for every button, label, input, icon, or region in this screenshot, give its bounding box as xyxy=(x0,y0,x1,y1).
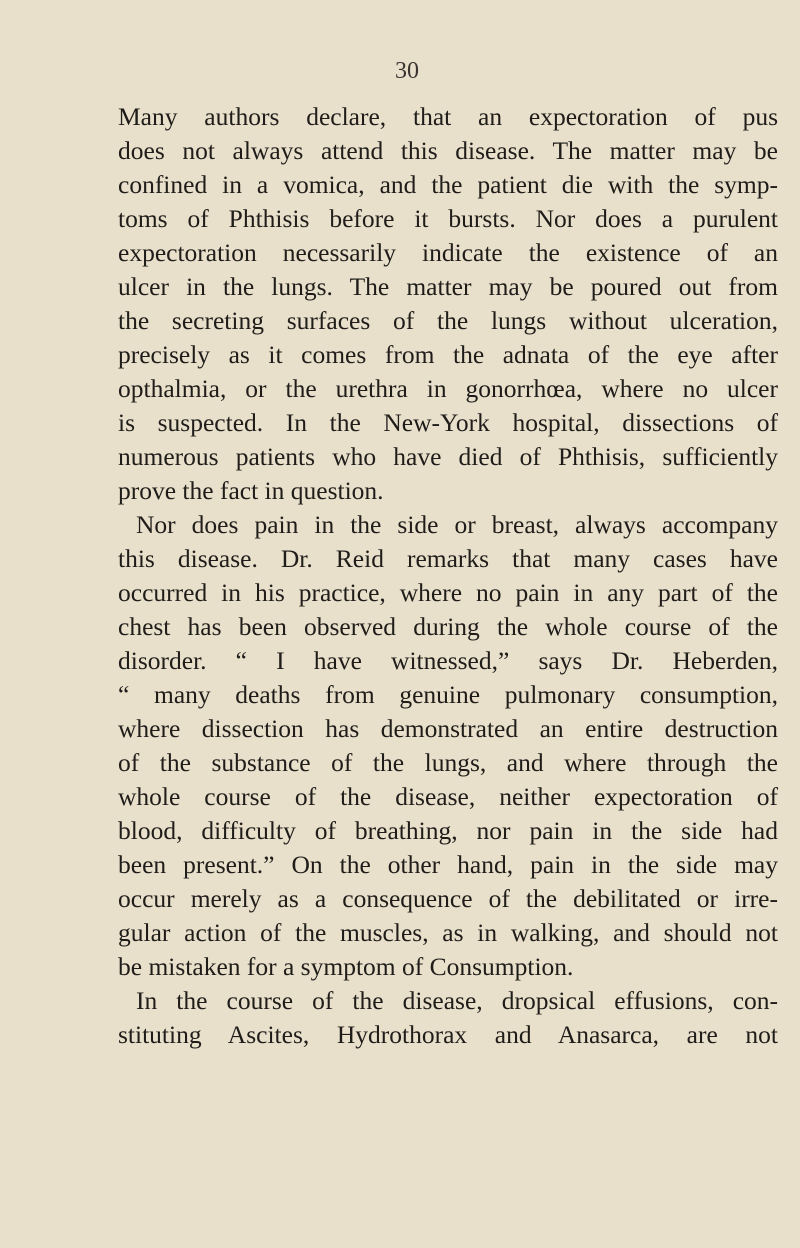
text-line: In the course of the disease, dropsical effusions, con- xyxy=(136,986,778,1015)
text-line: been present.” On the other hand, pain in the side may xyxy=(118,850,778,879)
text-line: “ many deaths from genuine pulmonary consumption, xyxy=(118,680,778,709)
text-line: numerous patients who have died of Phthisis, sufficiently xyxy=(118,442,778,471)
text-line: occur merely as a consequence of the debilitated or irre- xyxy=(118,884,778,913)
text-line: ulcer in the lungs. The matter may be poured out from xyxy=(118,272,778,301)
text-line: Many authors declare, that an expectoration of pus xyxy=(118,102,778,131)
text-line: disorder. “ I have witnessed,” says Dr. Heberden, xyxy=(118,646,778,675)
text-line: blood, difficulty of breathing, nor pain in the side had xyxy=(118,816,778,845)
text-line: expectoration necessarily indicate the existence of an xyxy=(118,238,778,267)
body-text xyxy=(118,100,778,1052)
text-line: gular action of the muscles, as in walking, and should not xyxy=(118,918,778,947)
text-line: prove the fact in question. xyxy=(118,476,384,505)
page-number: 30 xyxy=(395,58,419,84)
text-line: precisely as it comes from the adnata of the eye after xyxy=(118,340,778,369)
text-line: occurred in his practice, where no pain in any part of the xyxy=(118,578,778,607)
text-line: Nor does pain in the side or breast, always accompany xyxy=(136,510,778,539)
text-line: toms of Phthisis before it bursts. Nor does a purulent xyxy=(118,204,778,233)
text-line: whole course of the disease, neither expectoration of xyxy=(118,782,778,811)
text-line: this disease. Dr. Reid remarks that many cases have xyxy=(118,544,778,573)
text-line: where dissection has demonstrated an entire destruction xyxy=(118,714,778,743)
text-line: opthalmia, or the urethra in gonorrhœa, where no ulcer xyxy=(118,374,778,403)
text-line: stituting Ascites, Hydrothorax and Anasarca, are not xyxy=(118,1020,778,1049)
text-line: confined in a vomica, and the patient die with the symp- xyxy=(118,170,778,199)
text-line: chest has been observed during the whole course of the xyxy=(118,612,778,641)
text-line: is suspected. In the New-York hospital, dissections of xyxy=(118,408,778,437)
text-line: the secreting surfaces of the lungs without ulceration, xyxy=(118,306,778,335)
text-line: does not always attend this disease. The matter may be xyxy=(118,136,778,165)
text-line: be mistaken for a symptom of Consumption. xyxy=(118,952,574,981)
text-line: of the substance of the lungs, and where through the xyxy=(118,748,778,777)
